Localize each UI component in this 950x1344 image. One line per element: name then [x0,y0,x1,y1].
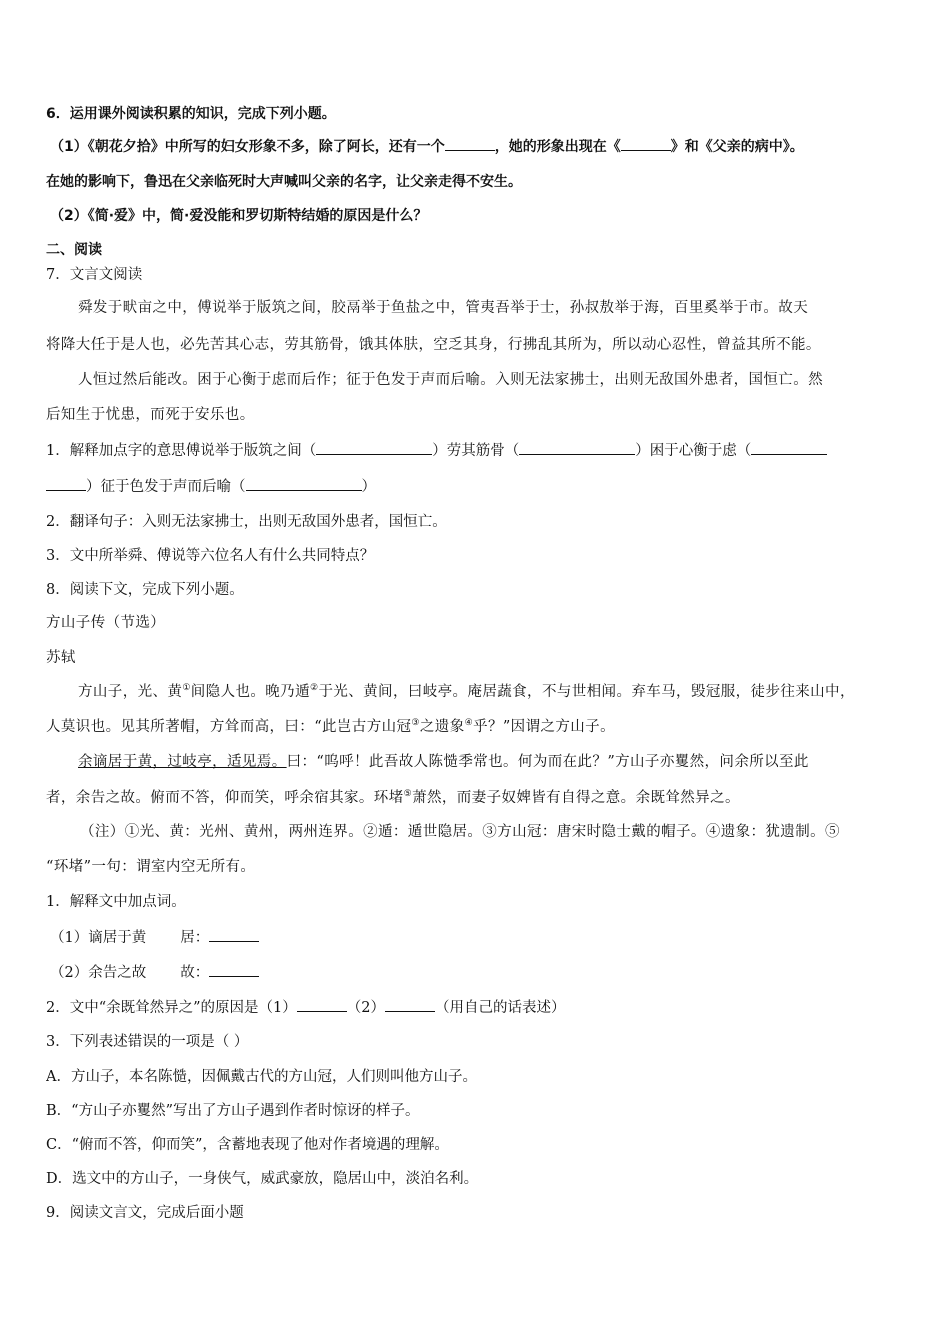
q8-passage-line [78,752,912,772]
answer-blank[interactable] [316,440,432,455]
q8-item-label: 居： [180,930,210,946]
q9-title: 9．阅读文言文，完成后面小题 [46,1205,244,1221]
q8-passage-text: 者，余告之故。俯而不答，仰而笑，呼余宿其家。环堵 [46,790,404,806]
answer-blank[interactable] [246,476,362,491]
answer-blank[interactable] [209,962,259,977]
q7-title: 7．文言文阅读 [46,267,143,283]
q8-sub1-item1 [50,927,916,948]
q6-part2: （2）《简·爱》中，简·爱没能和罗切斯特结婚的原因是什么？ [50,208,428,224]
q8-passage-text: 方山子，光、黄 [78,684,183,700]
footnote-marker: ② [309,683,319,694]
q8-title: 8．阅读下文，完成下列小题。 [46,582,244,598]
q8-passage-text: 人莫识也。见其所著帽，方耸而高，曰：“此岂古方山冠 [46,719,412,735]
answer-blank[interactable] [46,476,86,491]
q8-item-label: 故： [180,965,210,981]
q8-sub2-text: （用自己的话表述） [435,1000,566,1016]
q6-part1-text-b: ，她的形象出现在《 [494,139,621,155]
q8-sub1: 1．解释文中加点词。 [46,894,186,910]
q8-passage-text: 萧然，而妻子奴婢皆有自得之意。余既耸然异之。 [412,790,740,806]
option-d: D．选文中的方山子，一身侠气，威武豪放，隐居山中，淡泊名利。 [46,1171,479,1187]
section-heading: 二、阅读 [46,242,102,258]
answer-blank[interactable] [445,136,495,151]
option-a: A．方山子，本名陈慥，因佩戴古代的方山冠，人们则叫他方山子。 [46,1069,477,1085]
passage-notes: （注）①光、黄：光州、黄州，两州连界。②遁：遁世隐居。③方山冠：唐宋时隐士戴的帽子。④遗象：犹遗制。⑤ [80,824,840,840]
footnote-marker: ④ [464,718,474,729]
q7-sub1-text: ）征于色发于声而后喻（ [86,479,246,495]
q7-passage-line: 将降大任于是人也，必先苦其心志，劳其筋骨，饿其体肤，空乏其身，行拂乱其所为，所以动心忍性，曾益其所不能。 [46,337,821,353]
underlined-sentence: 余谪居于黄，过岐亭，适见焉。 [78,754,287,770]
q7-sub1-text: ）困于心衡于虑（ [635,443,752,459]
answer-blank[interactable] [297,997,347,1012]
q8-sub1-item2 [50,962,916,983]
q7-passage-line: 人恒过然后能改。困于心衡于虑而后作；征于色发于声而后喻。入则无法家拂士，出则无敌国外患者，国恒亡。然 [78,372,823,388]
footnote-marker: ① [182,683,191,694]
q8-passage-text: 于光、黄间，曰岐亭。庵居蔬食，不与世相闻。弃车马，毁冠服，徒步往来山中， [318,684,855,700]
q8-item-text: （2）余告之故 [50,965,147,981]
footnote-marker: ③ [411,718,420,729]
q7-sub1-cont [46,476,912,497]
q6-part1-continued: 在她的影响下，鲁迅在父亲临死时大声喊叫父亲的名字，让父亲走得不安生。 [46,174,522,190]
q8-sub2-text: 2．文中“余既耸然异之”的原因是（1） [46,1000,297,1016]
q8-sub2-text: （2） [346,1000,386,1016]
option-b: B．“方山子亦矍然”写出了方山子遇到作者时惊讶的样子。 [46,1103,420,1119]
q8-item-text: （1）谪居于黄 [50,930,147,946]
q7-sub3: 3．文中所举舜、傅说等六位名人有什么共同特点？ [46,548,375,564]
q7-sub1-text: ） [361,479,376,495]
passage-notes-cont: “环堵”一句：谓室内空无所有。 [46,859,256,875]
q6-part1-text-a: （1）《朝花夕拾》中所写的妇女形象不多，除了阿长，还有一个 [50,139,445,155]
q8-sub2 [46,997,912,1018]
option-c: C．“俯而不答，仰而笑”，含蓄地表现了他对作者境遇的理解。 [46,1137,449,1153]
q7-sub2: 2．翻译句子：入则无法家拂士，出则无敌国外患者，国恒亡。 [46,514,447,530]
q8-passage-line [78,682,912,702]
q7-passage-line: 后知生于忧患，而死于安乐也。 [46,407,255,423]
q7-sub1 [46,440,912,461]
passage-title: 方山子传（节选） [46,615,166,631]
footnote-marker: ⑤ [403,789,413,800]
q7-sub1-text: ）劳其筋骨（ [432,443,520,459]
answer-blank[interactable] [621,136,671,151]
answer-blank[interactable] [751,440,827,455]
q8-passage-text: 间隐人也。晚乃遁 [190,684,310,700]
q8-passage-line [46,788,912,808]
q8-passage-line [46,717,912,737]
q6-part1-text-c: 》和《父亲的病中》。 [670,139,804,155]
passage-author: 苏轼 [46,650,76,666]
q7-passage-line: 舜发于畎亩之中，傅说举于版筑之间，胶鬲举于鱼盐之中，管夷吾举于士，孙叔敖举于海，百里奚举于市。故天 [78,300,809,316]
q6-part1 [50,136,916,157]
q8-passage-text: 乎？”因谓之方山子。 [473,719,615,735]
answer-blank[interactable] [385,997,435,1012]
q8-passage-text: 之遗象 [419,719,465,735]
q7-sub1-text: 1．解释加点字的意思傅说举于版筑之间（ [46,443,317,459]
q6-title: 6．运用课外阅读积累的知识，完成下列小题。 [46,106,336,122]
q8-sub3: 3．下列表述错误的一项是（ ） [46,1034,249,1050]
answer-blank[interactable] [209,927,259,942]
answer-blank[interactable] [519,440,635,455]
q8-passage-text: 曰：“呜呼！此吾故人陈慥季常也。何为而在此？”方山子亦矍然，问余所以至此 [286,754,809,770]
